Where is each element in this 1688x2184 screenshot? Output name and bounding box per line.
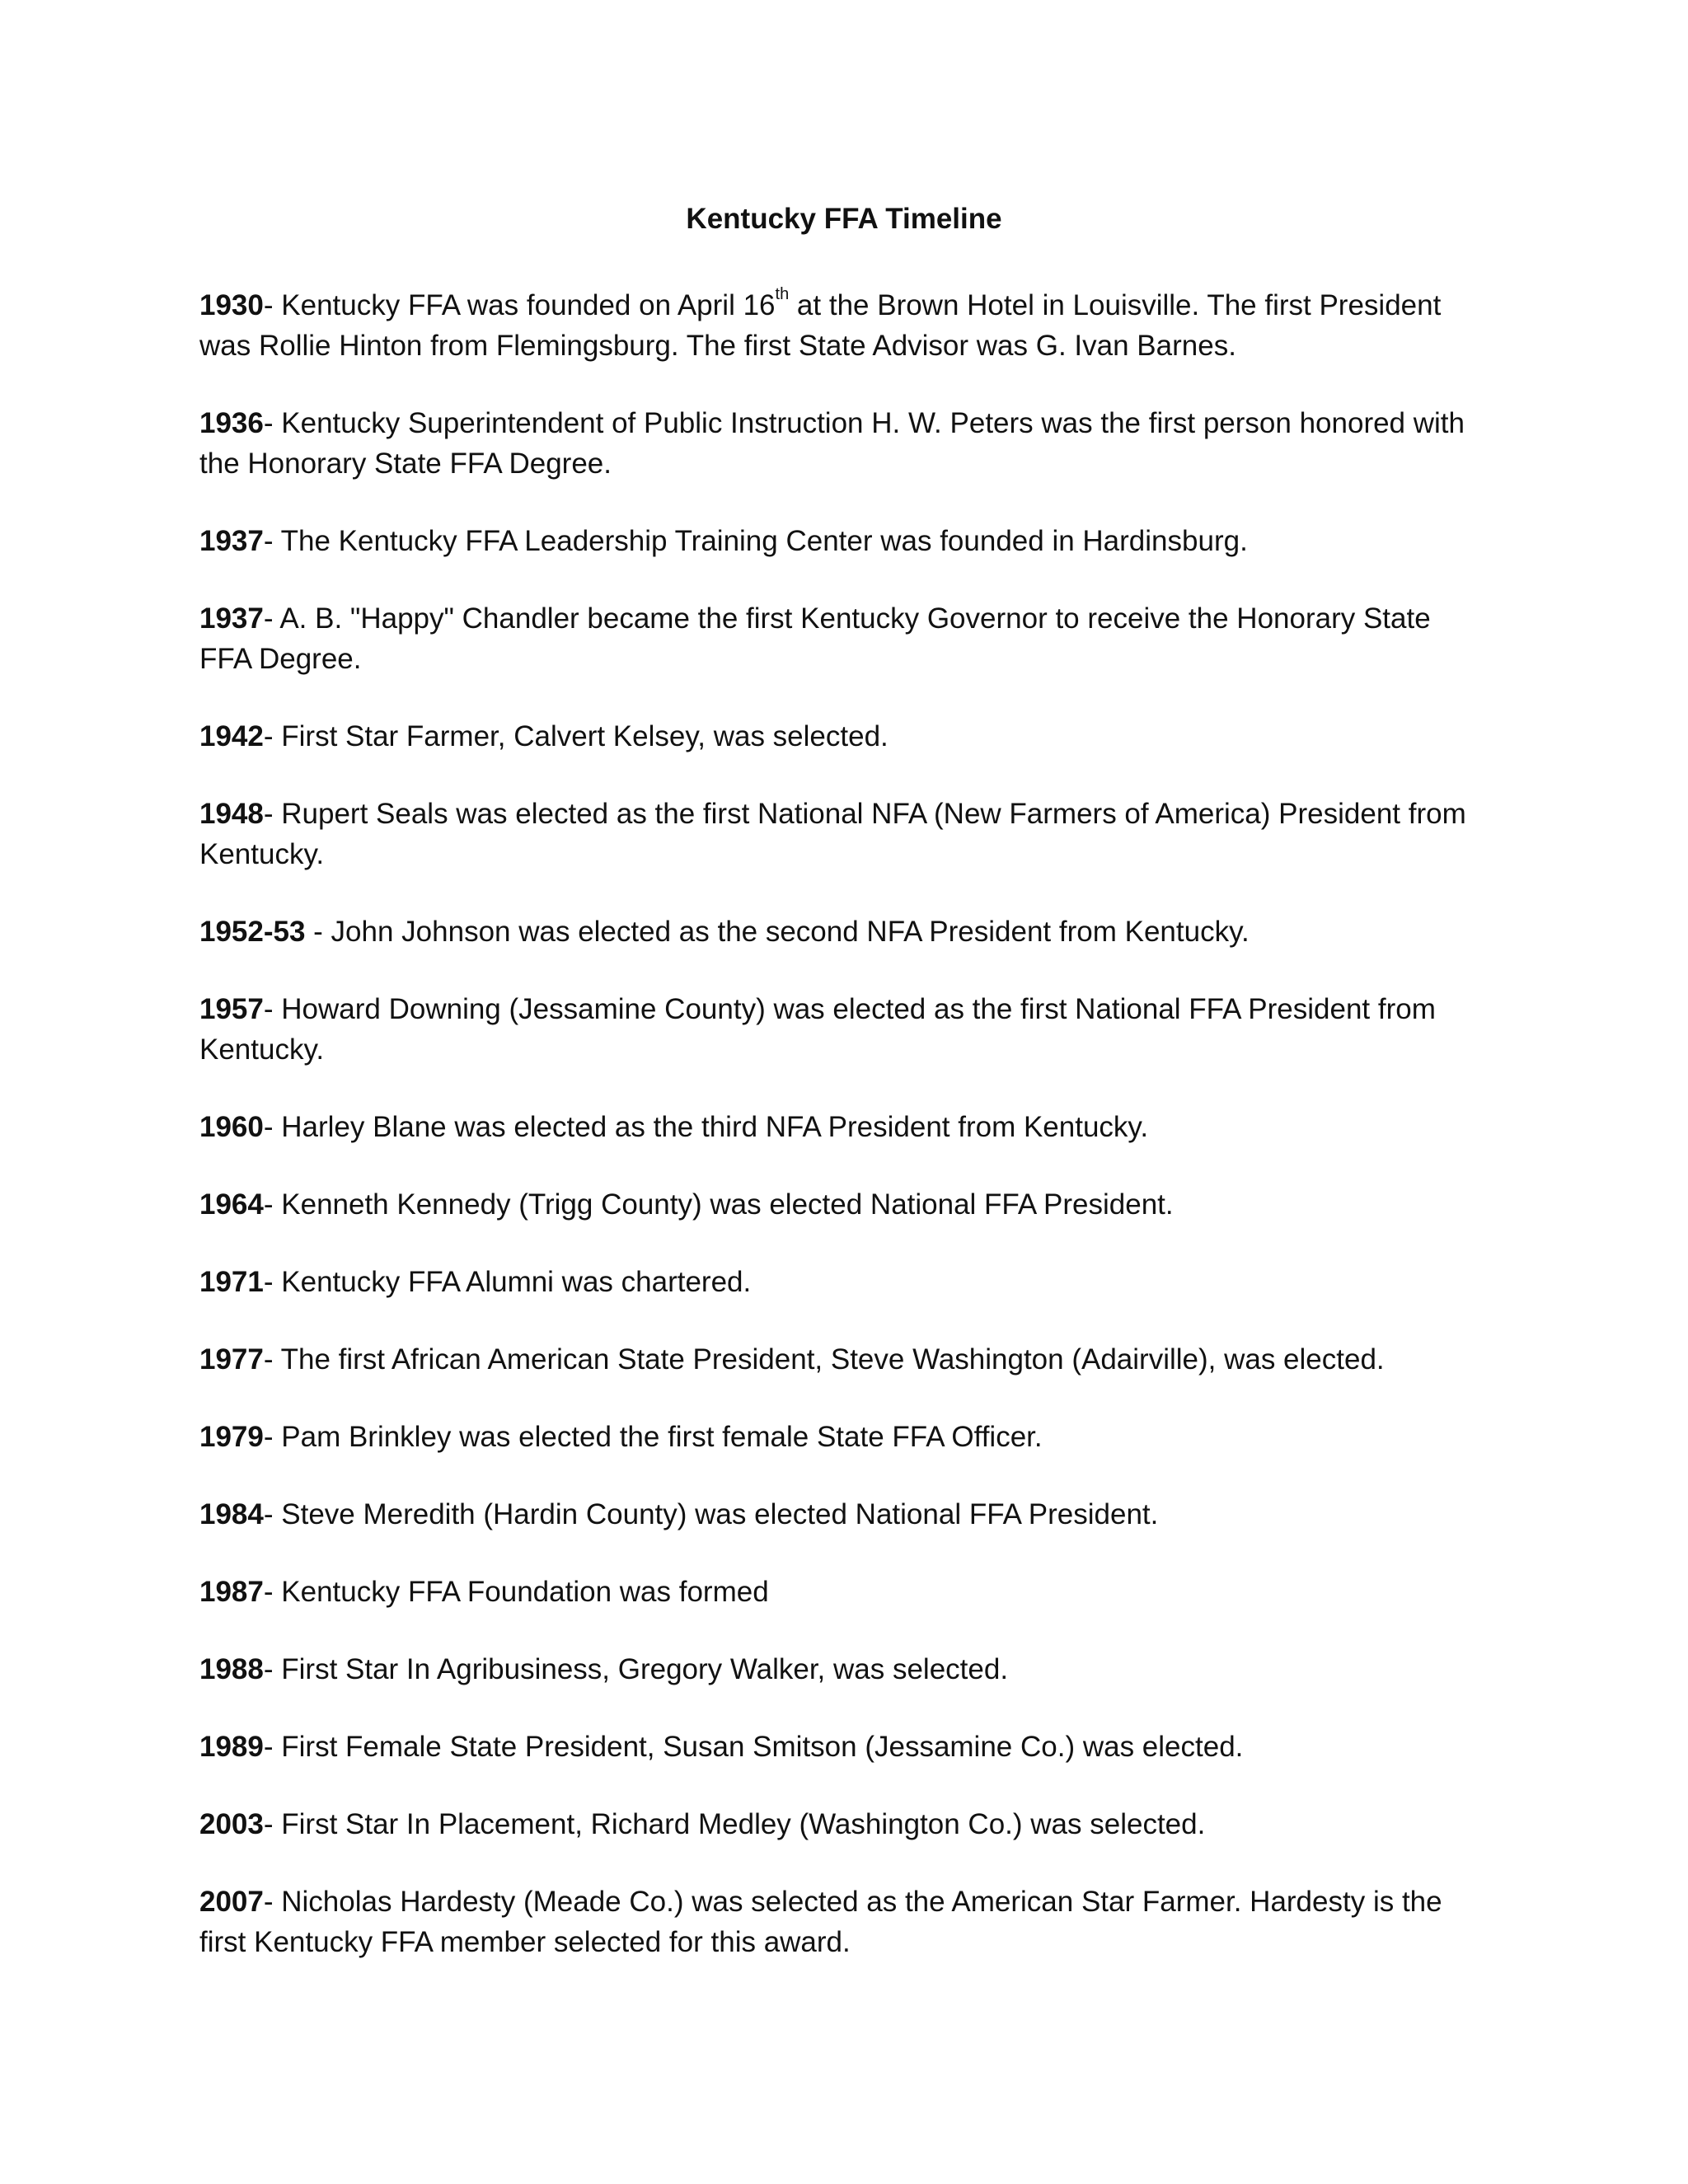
- timeline-entry: [199, 989, 1485, 1070]
- timeline-entry: [199, 1572, 1485, 1612]
- timeline-entry: [199, 716, 1485, 757]
- entry-year: 1989: [199, 1731, 264, 1763]
- entry-text: - Kentucky FFA was founded on April 16: [263, 289, 776, 321]
- entry-text: - Pam Brinkley was elected the first female State FFA Officer.: [263, 1421, 1043, 1453]
- entry-text: - Steve Meredith (Hardin County) was elected National FFA President.: [263, 1498, 1159, 1530]
- entry-year: 2003: [199, 1808, 264, 1840]
- timeline-entry: [199, 1649, 1485, 1690]
- entry-year: 1971: [199, 1266, 264, 1298]
- timeline-entry: [199, 794, 1485, 874]
- entry-text: - The Kentucky FFA Leadership Training Center was founded in Hardinsburg.: [263, 525, 1248, 557]
- timeline-list: [199, 285, 1485, 1999]
- timeline-entry: [199, 912, 1485, 952]
- entry-year: 1984: [199, 1498, 264, 1530]
- entry-year: 1952-53: [199, 916, 306, 948]
- entry-text: - John Johnson was elected as the second NFA President from Kentucky.: [305, 916, 1250, 948]
- timeline-entry: [199, 1727, 1485, 1767]
- entry-text: - Howard Downing (Jessamine County) was elected as the first National FFA President from Kentucky.: [199, 993, 1436, 1066]
- timeline-entry: [199, 598, 1485, 679]
- entry-year: 1979: [199, 1421, 264, 1453]
- entry-text: - First Star Farmer, Calvert Kelsey, was selected.: [263, 720, 889, 752]
- entry-year: 1957: [199, 993, 264, 1025]
- entry-year: 2007: [199, 1886, 264, 1918]
- entry-year: 1930: [199, 289, 264, 321]
- timeline-entry: [199, 1184, 1485, 1225]
- timeline-entry: [199, 1339, 1485, 1380]
- entry-text: - First Female State President, Susan Smitson (Jessamine Co.) was elected.: [263, 1731, 1244, 1763]
- timeline-entry: [199, 521, 1485, 561]
- entry-year: 1988: [199, 1653, 264, 1685]
- entry-text: - Rupert Seals was elected as the first National NFA (New Farmers of America) President from Kentucky.: [199, 798, 1466, 870]
- entry-year: 1937: [199, 525, 264, 557]
- entry-year: 1987: [199, 1576, 264, 1608]
- entry-text: - Harley Blane was elected as the third NFA President from Kentucky.: [263, 1111, 1149, 1143]
- timeline-entry: [199, 1494, 1485, 1535]
- timeline-entry: [199, 1804, 1485, 1844]
- entry-text-continued: at the Brown Hotel in Louisville. The first President was Rollie Hinton from Flemingsburg. The first State Advisor was G. Ivan Barnes.: [199, 289, 1442, 362]
- entry-year: 1977: [199, 1343, 264, 1376]
- entry-text: - Kenneth Kennedy (Trigg County) was elected National FFA President.: [263, 1188, 1174, 1221]
- entry-text: - First Star In Placement, Richard Medley (Washington Co.) was selected.: [263, 1808, 1206, 1840]
- entry-text: - Kentucky FFA Alumni was chartered.: [263, 1266, 752, 1298]
- timeline-entry: [199, 285, 1485, 366]
- entry-text: - Kentucky FFA Foundation was formed: [263, 1576, 769, 1608]
- page-title: Kentucky FFA Timeline: [686, 203, 1002, 235]
- entry-year: 1942: [199, 720, 264, 752]
- entry-text: - Nicholas Hardesty (Meade Co.) was selected as the American Star Farmer. Hardesty is the first Kentucky FFA member selected for this award.: [199, 1886, 1442, 1958]
- timeline-entry: [199, 1882, 1485, 1962]
- entry-year: 1960: [199, 1111, 264, 1143]
- entry-year: 1936: [199, 407, 264, 439]
- timeline-entry: [199, 403, 1485, 484]
- entry-year: 1948: [199, 798, 264, 830]
- entry-year: 1964: [199, 1188, 264, 1221]
- entry-text: - A. B. "Happy" Chandler became the first Kentucky Governor to receive the Honorary State FFA Degree.: [199, 602, 1431, 675]
- timeline-entry: [199, 1417, 1485, 1457]
- timeline-entry: [199, 1107, 1485, 1147]
- entry-text: - First Star In Agribusiness, Gregory Walker, was selected.: [263, 1653, 1009, 1685]
- timeline-entry: [199, 1262, 1485, 1302]
- entry-year: 1937: [199, 602, 264, 635]
- ordinal-suffix: th: [775, 285, 790, 304]
- entry-text: - Kentucky Superintendent of Public Instruction H. W. Peters was the first person honored with the Honorary State FFA Degree.: [199, 407, 1465, 480]
- entry-text: - The first African American State President, Steve Washington (Adairville), was elected.: [263, 1343, 1385, 1376]
